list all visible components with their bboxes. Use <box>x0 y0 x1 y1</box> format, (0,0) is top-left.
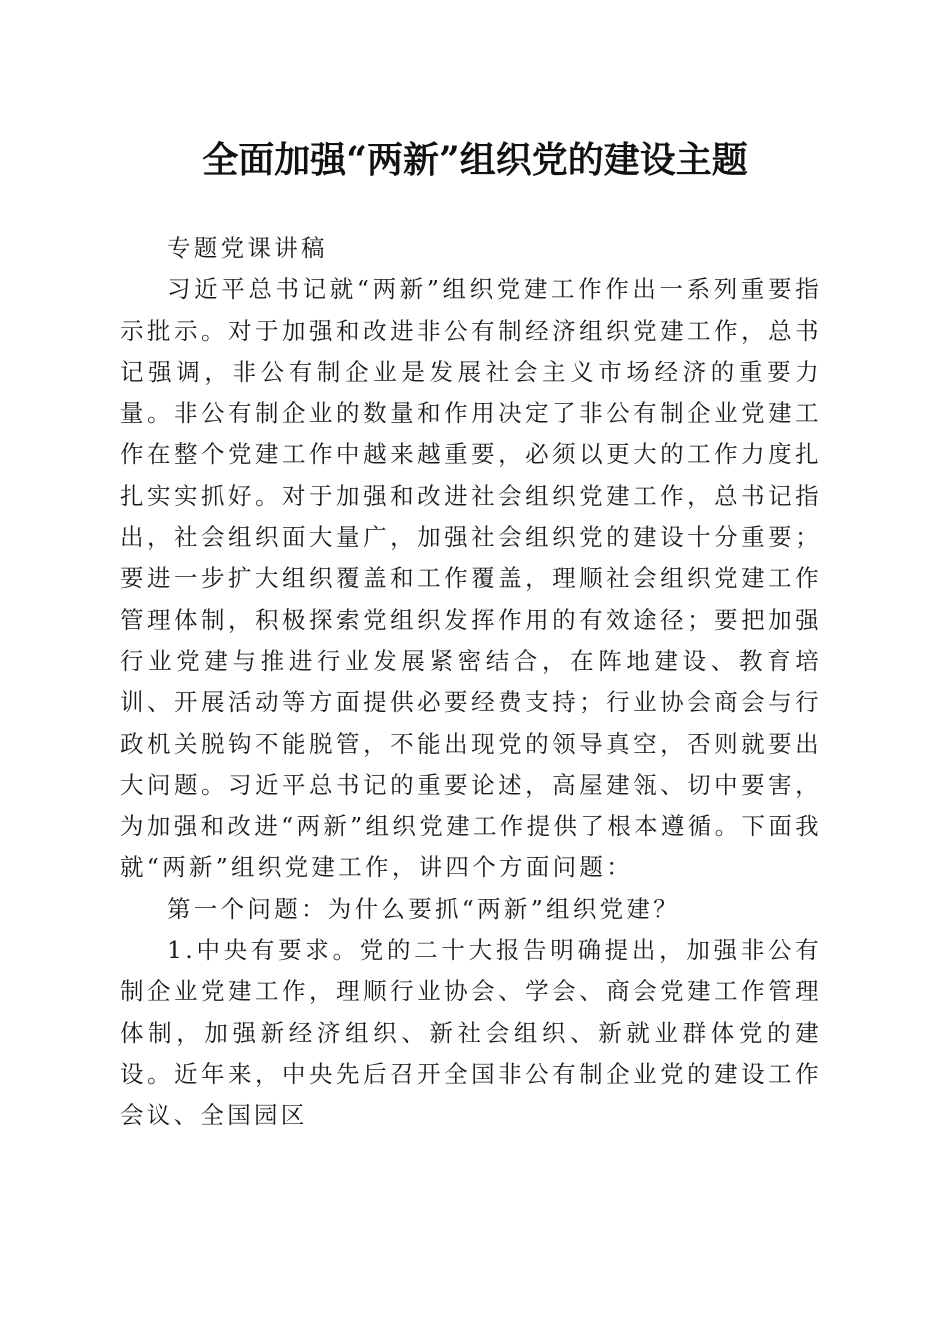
subtitle-paragraph: 专题党课讲稿 <box>167 234 328 262</box>
intro-paragraph: 习近平总书记就“两新”组织党建工作作出一系列重要指示批示。对于加强和改进非公有制经济组织党建工作，总书记强调，非公有制企业是发展社会主义市场经济的重要力量。非公有制企业的数量和作用决定了非公有制企业党建工作在整个党建工作中越来越重要，必须以更大的工作力度扎扎实实抓好。对于加强和改进社会组织党建工作，总书记指出，社会组织面大量广，加强社会组织党的建设十分重要；要进一步扩大组织覆盖和工作覆盖，理顺社会组织党建工作管理体制，积极探索党组织发挥作用的有效途径；要把加强行业党建与推进行业发展紧密结合，在阵地建设、教育培训、开展活动等方面提供必要经费支持；行业协会商会与行政机关脱钩不能脱管，不能出现党的领导真空，否则就要出大问题。习近平总书记的重要论述，高屋建瓴、切中要害，为加强和改进“两新”组织党建工作提供了根本遵循。下面我就“两新”组织党建工作，讲四个方面问题： <box>120 275 822 882</box>
document-title: 全面加强“两新”组织党的建设主题 <box>202 139 748 181</box>
document-body <box>120 228 822 1137</box>
section-heading-paragraph: 第一个问题：为什么要抓“两新”组织党建？ <box>167 894 681 923</box>
point-one-paragraph: 1.中央有要求。党的二十大报告明确提出，加强非公有制企业党建工作，理顺行业协会、学会、商会党建工作管理体制，加强新经济组织、新社会组织、新就业群体党的建设。近年来，中央先后召开全国非公有制企业党的建设工作会议、全国园区 <box>120 936 822 1130</box>
